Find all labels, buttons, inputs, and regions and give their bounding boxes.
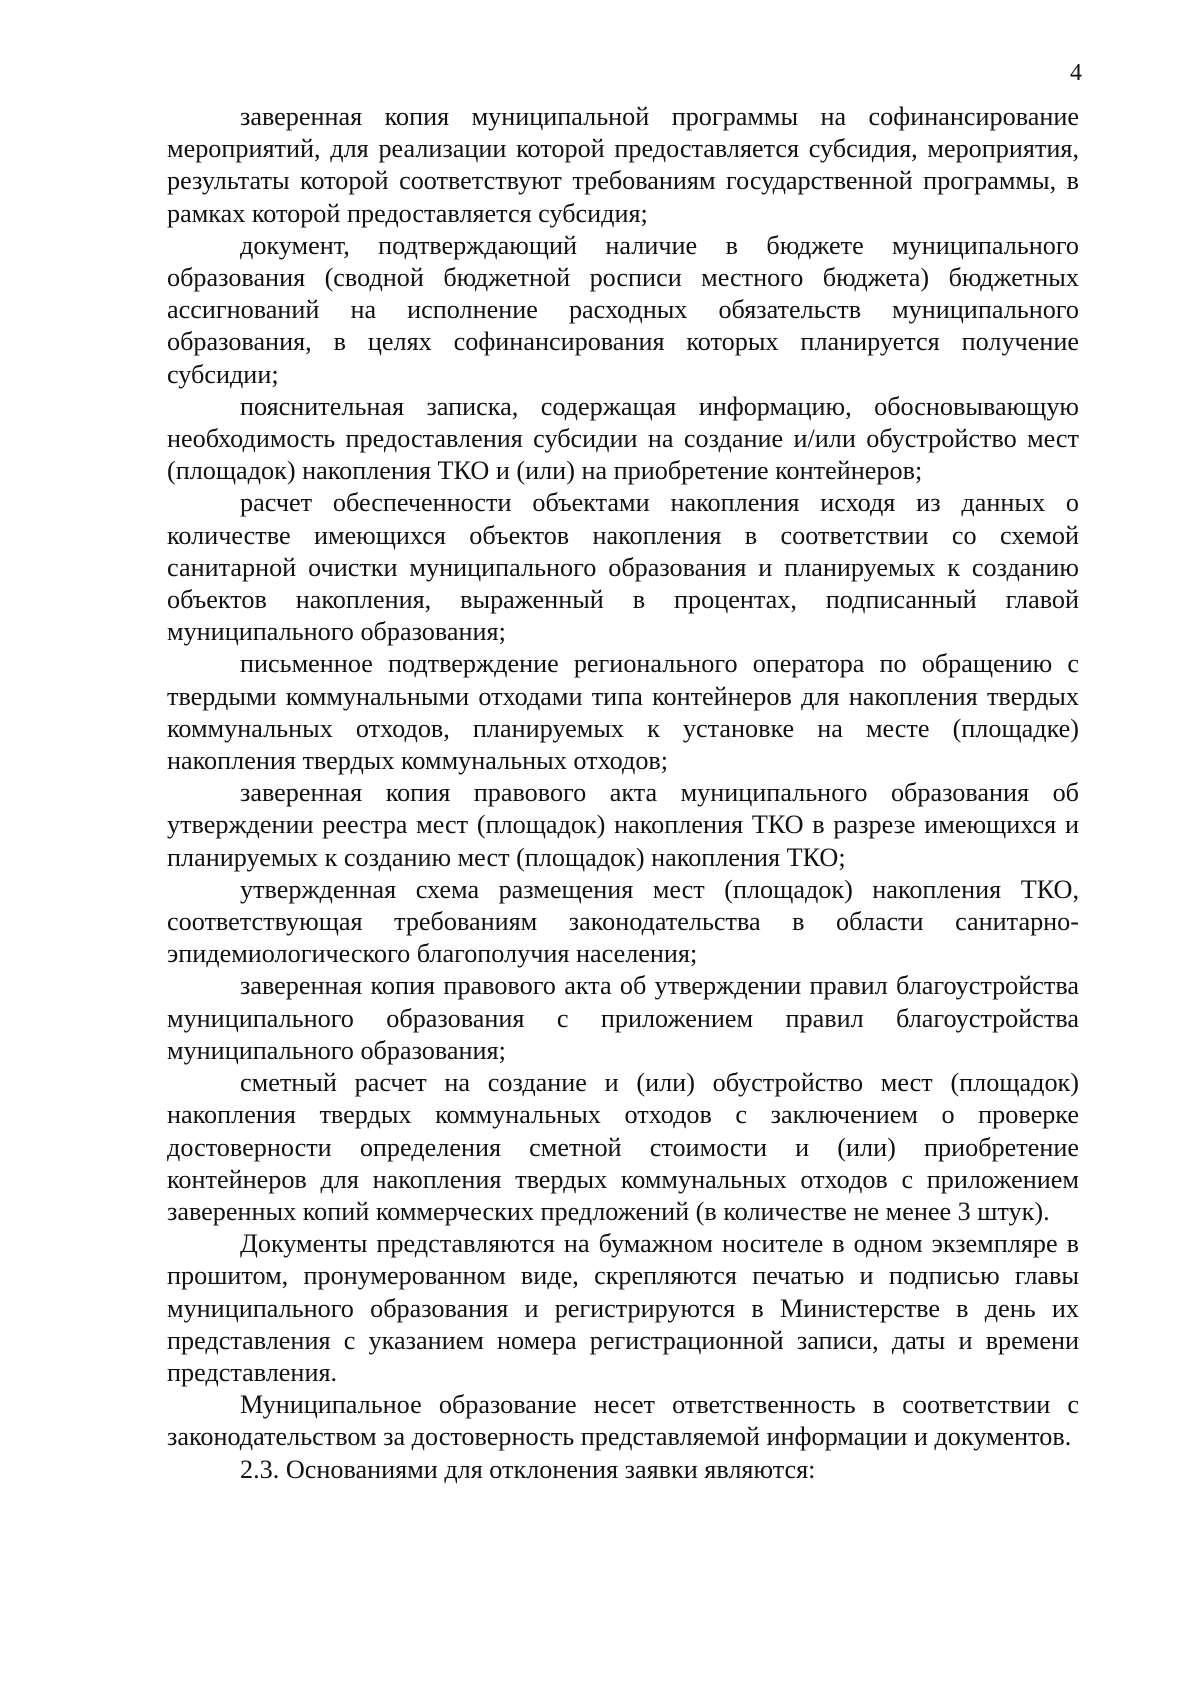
paragraph-submission-procedure: Документы представляются на бумажном носителе в одном экземпляре в прошитом, пронумерованном виде, скрепляются печатью и подписью главы муниципального образования и регистрируются в Министерстве в день их представления с указанием номера регистрационной записи, даты и времени представления.: [167, 1229, 1079, 1387]
paragraph-provision-calculation: расчет обеспеченности объектами накопления исходя из данных о количестве имеющихся объектов накопления в соответствии со схемой санитарной очистки муниципального образования и планируемых к созданию объектов накопления, выраженный в процентах, подписанный главой муниципального образования;: [167, 488, 1079, 647]
paragraph-regional-operator-confirmation: письменное подтверждение регионального оператора по обращению с твердыми коммунальными отходами типа контейнеров для накопления твердых коммунальных отходов, планируемых к установке на месте (площадке) накопления твердых коммунальных отходов;: [167, 649, 1079, 776]
paragraph-rejection-grounds: 2.3. Основаниями для отклонения заявки являются:: [240, 1454, 816, 1484]
paragraph-responsibility: Муниципальное образование несет ответственность в соответствии с законодательством за достоверность представляемой информации и документов.: [167, 1390, 1079, 1452]
paragraph-explanatory-note: пояснительная записка, содержащая информацию, обосновывающую необходимость предоставления субсидии на создание и/или обустройство мест (площадок) накопления ТКО и (или) на приобретение контейнеров;: [167, 391, 1079, 486]
page-number: 4: [1070, 60, 1082, 86]
paragraph-cost-estimate: сметный расчет на создание и (или) обустройство мест (площадок) накопления твердых коммунальных отходов с заключением о проверке достоверности определения сметной стоимости и (или) приобретение контейнеров для накопления твердых коммунальных отходов с приложением заверенных копий коммерческих предложений (в количестве не менее 3 штук).: [167, 1068, 1079, 1226]
paragraph-registry-act-copy: заверенная копия правового акта муниципального образования об утверждении реестра мест (площадок) накопления ТКО в разрезе имеющихся и планируемых к созданию мест (площадок) накопления ТКО;: [167, 778, 1079, 872]
paragraph-budget-confirmation: документ, подтверждающий наличие в бюджете муниципального образования (сводной бюджетной росписи местного бюджета) бюджетных ассигнований на исполнение расходных обязательств муниципального образования, в целях софинансирования которых планируется получение субсидии;: [167, 230, 1079, 389]
paragraph-improvement-rules-copy: заверенная копия правового акта об утверждении правил благоустройства муниципального образования с приложением правил благоустройства муниципального образования;: [167, 971, 1079, 1065]
document-body: [167, 101, 1079, 1486]
paragraph-certified-program-copy: заверенная копия муниципальной программы на софинансирование мероприятий, для реализации которой предоставляется субсидия, мероприятия, результаты которой соответствуют требованиям государственной программы, в рамках которой предоставляется субсидия;: [167, 102, 1079, 228]
paragraph-placement-scheme: утвержденная схема размещения мест (площадок) накопления ТКО, соответствующая требованиям законодательства в области санитарно-эпидемиологического благополучия населения;: [167, 874, 1079, 969]
